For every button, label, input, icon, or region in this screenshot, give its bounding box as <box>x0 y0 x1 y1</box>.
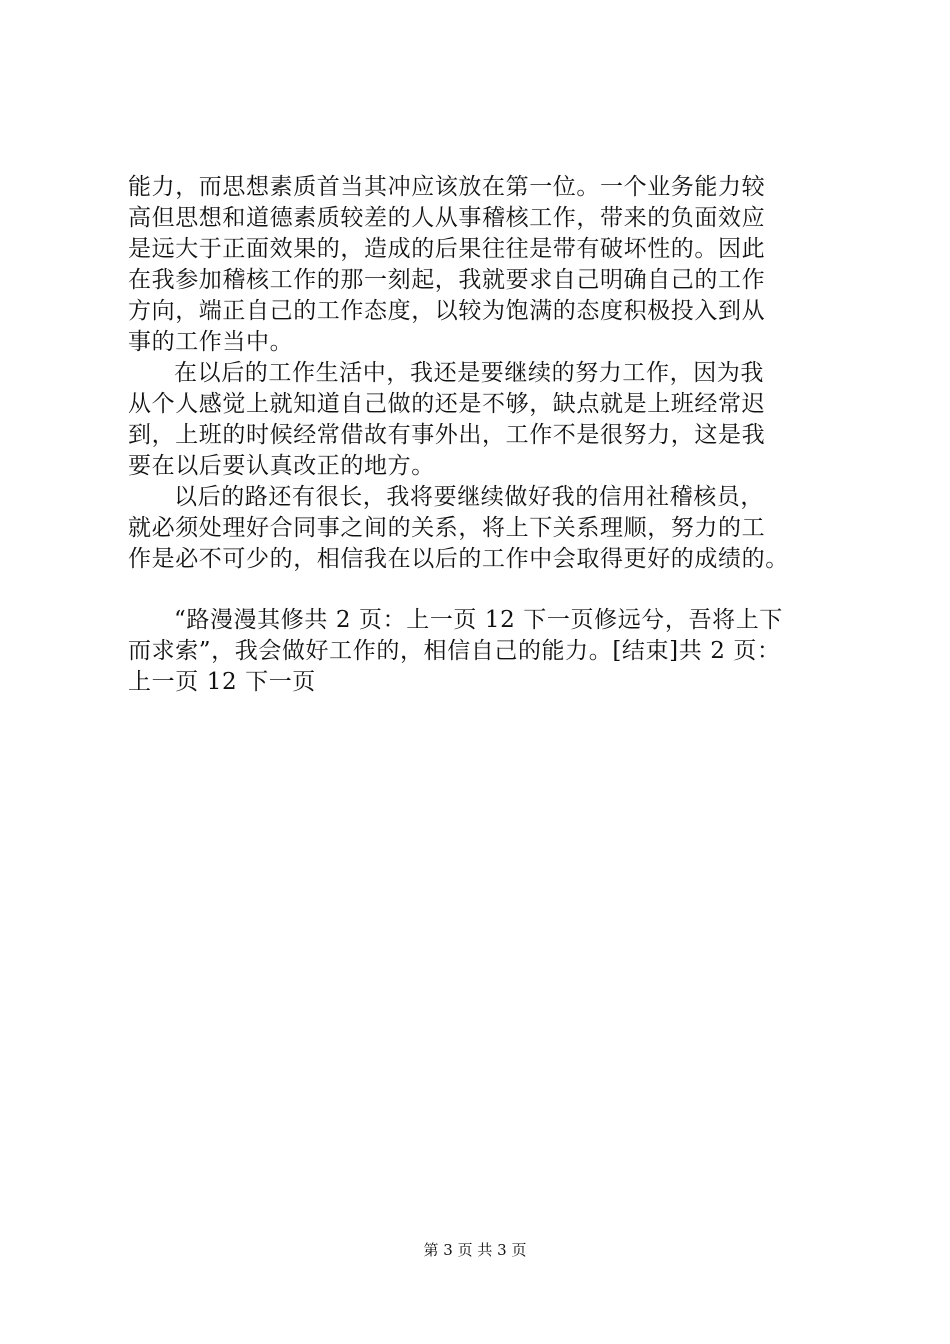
text-line: 高但思想和道德素质较差的人从事稽核工作，带来的负面效应 <box>128 205 766 231</box>
text-line: 作是必不可少的，相信我在以后的工作中会取得更好的成绩的。 <box>128 546 789 572</box>
paragraph-1 <box>128 172 848 358</box>
text-line: 在以后的工作生活中，我还是要继续的努力工作，因为我 <box>174 360 764 386</box>
text-line: 就必须处理好合同事之间的关系，将上下关系理顺，努力的工 <box>128 515 766 541</box>
text-line: 事的工作当中。 <box>128 329 294 355</box>
paragraph-3 <box>128 482 848 575</box>
text-line: “路漫漫其修共 2 页：上一页 12 下一页修远兮，吾将上下 <box>174 607 783 633</box>
paragraph-4 <box>128 605 848 698</box>
text-line: 上一页 12 下一页 <box>128 669 316 695</box>
text-line: 要在以后要认真改正的地方。 <box>128 453 435 479</box>
text-line: 以后的路还有很长，我将要继续做好我的信用社稽核员， <box>174 484 764 510</box>
text-line: 能力，而思想素质首当其冲应该放在第一位。一个业务能力较 <box>128 174 766 200</box>
page-footer <box>0 1240 950 1260</box>
text-line: 到，上班的时候经常借故有事外出，工作不是很努力，这是我 <box>128 422 766 448</box>
text-line: 是远大于正面效果的，造成的后果往往是带有破坏性的。因此 <box>128 236 766 262</box>
text-line: 而求索”，我会做好工作的，相信自己的能力。[结束]共 2 页： <box>128 638 781 664</box>
text-line: 从个人感觉上就知道自己做的还是不够，缺点就是上班经常迟 <box>128 391 766 417</box>
page-number-label: 第 3 页 共 3 页 <box>423 1241 527 1259</box>
text-line: 在我参加稽核工作的那一刻起，我就要求自己明确自己的工作 <box>128 267 766 293</box>
text-line: 方向，端正自己的工作态度，以较为饱满的态度积极投入到从 <box>128 298 766 324</box>
paragraph-2 <box>128 358 848 482</box>
paragraph-spacer <box>128 575 848 605</box>
document-body <box>128 172 848 698</box>
